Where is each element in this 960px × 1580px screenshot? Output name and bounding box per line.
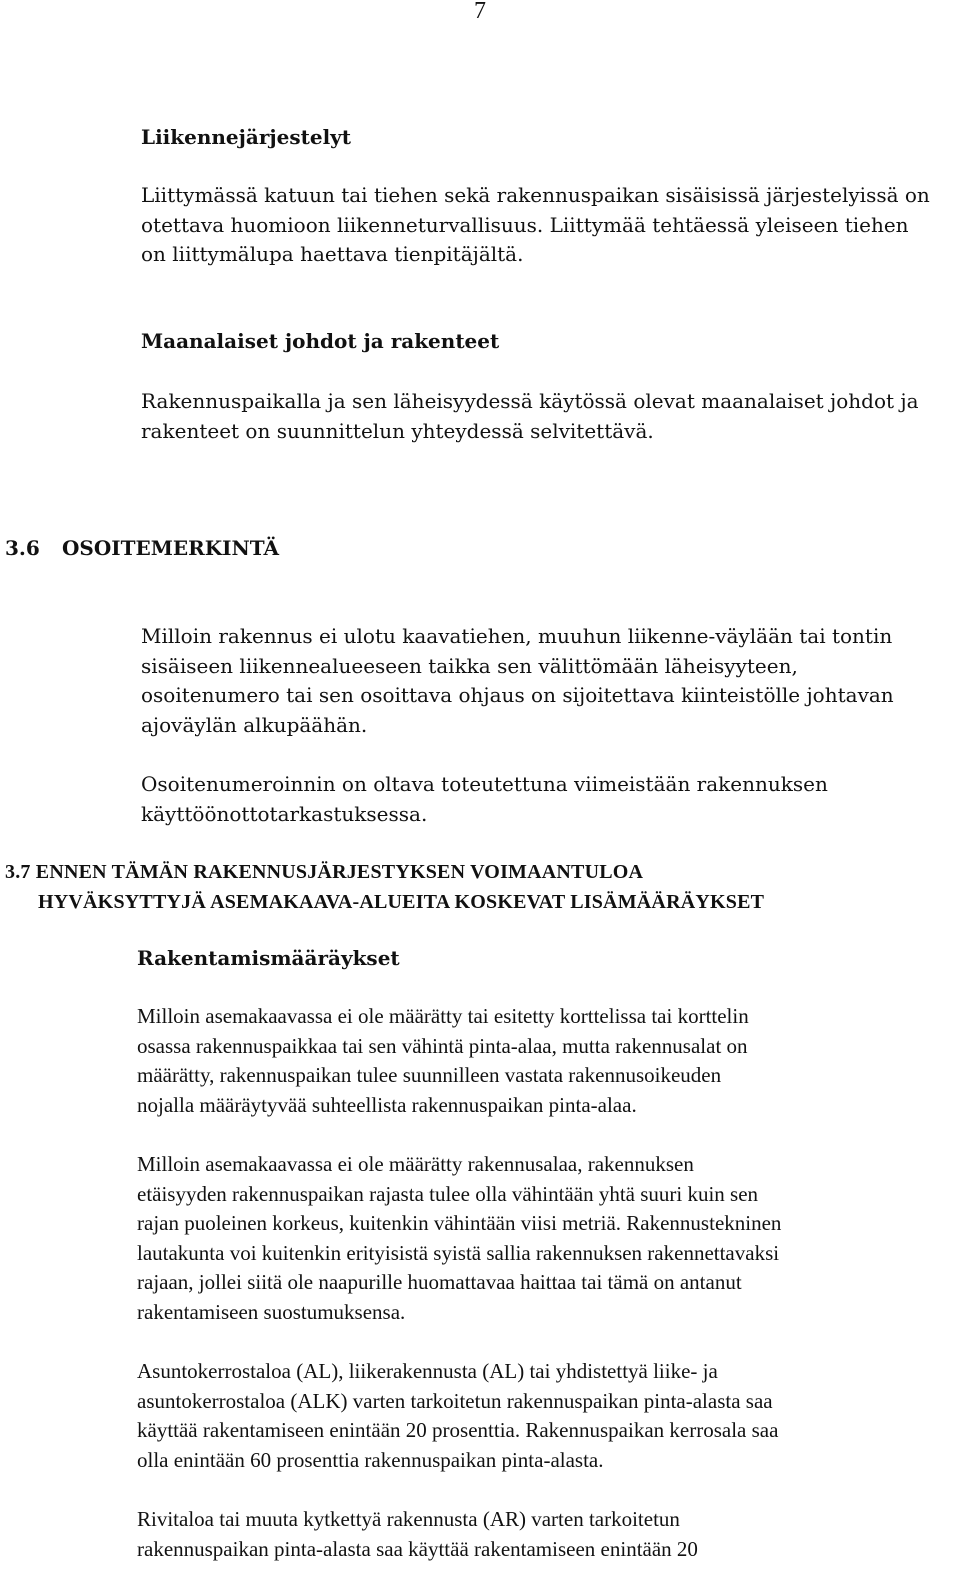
text-line: osassa rakennuspaikkaa tai sen vähintä pinta-alaa, mutta rakennusalat on (137, 1033, 748, 1058)
traffic-heading: Liikennejärjestelyt (141, 125, 352, 149)
section-heading-line: HYVÄKSYTTYJÄ ASEMAKAAVA-ALUEITA KOSKEVAT LISÄMÄÄRÄYKSET (38, 891, 765, 913)
text-line: rajan puoleinen korkeus, kuitenkin vähintään viisi metriä. Rakennustekninen (137, 1211, 782, 1235)
text-line: sisäiseen liikennealueeseen taikka sen välittömään läheisyyteen, (141, 653, 798, 678)
text-line: olla enintään 60 prosenttia rakennuspaikan pinta-alasta. (137, 1447, 604, 1472)
section-3-6-paragraph-2 (141, 770, 941, 829)
section-3-7-paragraph-3 (137, 1357, 947, 1475)
text-line: Milloin rakennus ei ulotu kaavatiehen, muuhun liikenne-väylään tai tontin (141, 624, 893, 648)
traffic-paragraph (141, 181, 941, 270)
text-line: Asuntokerrostaloa (AL), liikerakennusta (AL) tai yhdistettyä liike- ja (137, 1359, 718, 1383)
section-heading-line: 3.7 ENNEN TÄMÄN RAKENNUSJÄRJESTYKSEN VOIMAANTULOA (5, 861, 644, 883)
section-3-7-paragraph-2 (137, 1150, 947, 1327)
text-line: määrätty, rakennuspaikan tulee suunnilleen vastata rakennusoikeuden (137, 1063, 722, 1087)
section-3-6-paragraph-1 (141, 622, 941, 740)
text-line: rakennuspaikan pinta-alasta saa käyttää rakentamiseen enintään 20 (137, 1536, 698, 1561)
text-line: Osoitenumeroinnin on oltava toteutettuna viimeistään rakennuksen (141, 772, 828, 796)
text-line: otettava huomioon liikenneturvallisuus. Liittymää tehtäessä yleiseen tiehen (141, 212, 909, 237)
section-3-7-subheading: Rakentamismääräykset (137, 946, 400, 970)
text-line: Rakennuspaikalla ja sen läheisyydessä käytössä olevat maanalaiset johdot ja (141, 389, 919, 413)
text-line: käyttää rakentamiseen enintään 20 prosenttia. Rakennuspaikan kerrosala saa (137, 1418, 779, 1442)
underground-paragraph (141, 387, 941, 446)
underground-heading: Maanalaiset johdot ja rakenteet (141, 329, 500, 353)
section-title: OSOITEMERKINTÄ (61, 536, 280, 560)
text-line: ajoväylän alkupäähän. (141, 712, 368, 737)
text-line: Milloin asemakaavassa ei ole määrätty tai esitetty korttelissa tai korttelin (137, 1004, 749, 1028)
text-line: osoitenumero tai sen osoittava ohjaus on sijoitettava kiinteistölle johtavan (141, 683, 894, 707)
text-line: asuntokerrostaloa (ALK) varten tarkoitetun rakennuspaikan pinta-alasta saa (137, 1388, 773, 1413)
text-line: rakentamiseen suostumuksensa. (137, 1299, 406, 1324)
text-line: etäisyyden rakennuspaikan rajasta tulee olla vähintään yhtä suuri kuin sen (137, 1181, 759, 1206)
text-line: nojalla määräytyvää suhteellista rakennuspaikan pinta-alaa. (137, 1092, 637, 1117)
text-line: on liittymälupa haettava tienpitäjältä. (141, 242, 524, 266)
text-line: Liittymässä katuun tai tiehen sekä rakennuspaikan sisäisissä järjestelyissä on (141, 183, 930, 207)
text-line: käyttöönottotarkastuksessa. (141, 801, 428, 826)
text-line: Rivitaloa tai muuta kytkettyä rakennusta (AR) varten tarkoitetun (137, 1507, 680, 1531)
section-3-7-heading (5, 857, 764, 917)
page-number: 7 (474, 0, 486, 24)
text-line: rajaan, jollei siitä ole naapurille huomattavaa haittaa tai tämä on antanut (137, 1270, 742, 1294)
section-3-6-heading (5, 534, 279, 563)
section-3-7-paragraph-1 (137, 1002, 947, 1120)
section-number: 3.6 (5, 536, 40, 560)
text-line: Milloin asemakaavassa ei ole määrätty rakennusalaa, rakennuksen (137, 1152, 694, 1176)
text-line: lautakunta voi kuitenkin erityisistä syistä sallia rakennuksen rakennettavaksi (137, 1240, 780, 1265)
section-3-7-paragraph-4 (137, 1505, 947, 1564)
text-line: rakenteet on suunnittelun yhteydessä selvitettävä. (141, 418, 654, 443)
